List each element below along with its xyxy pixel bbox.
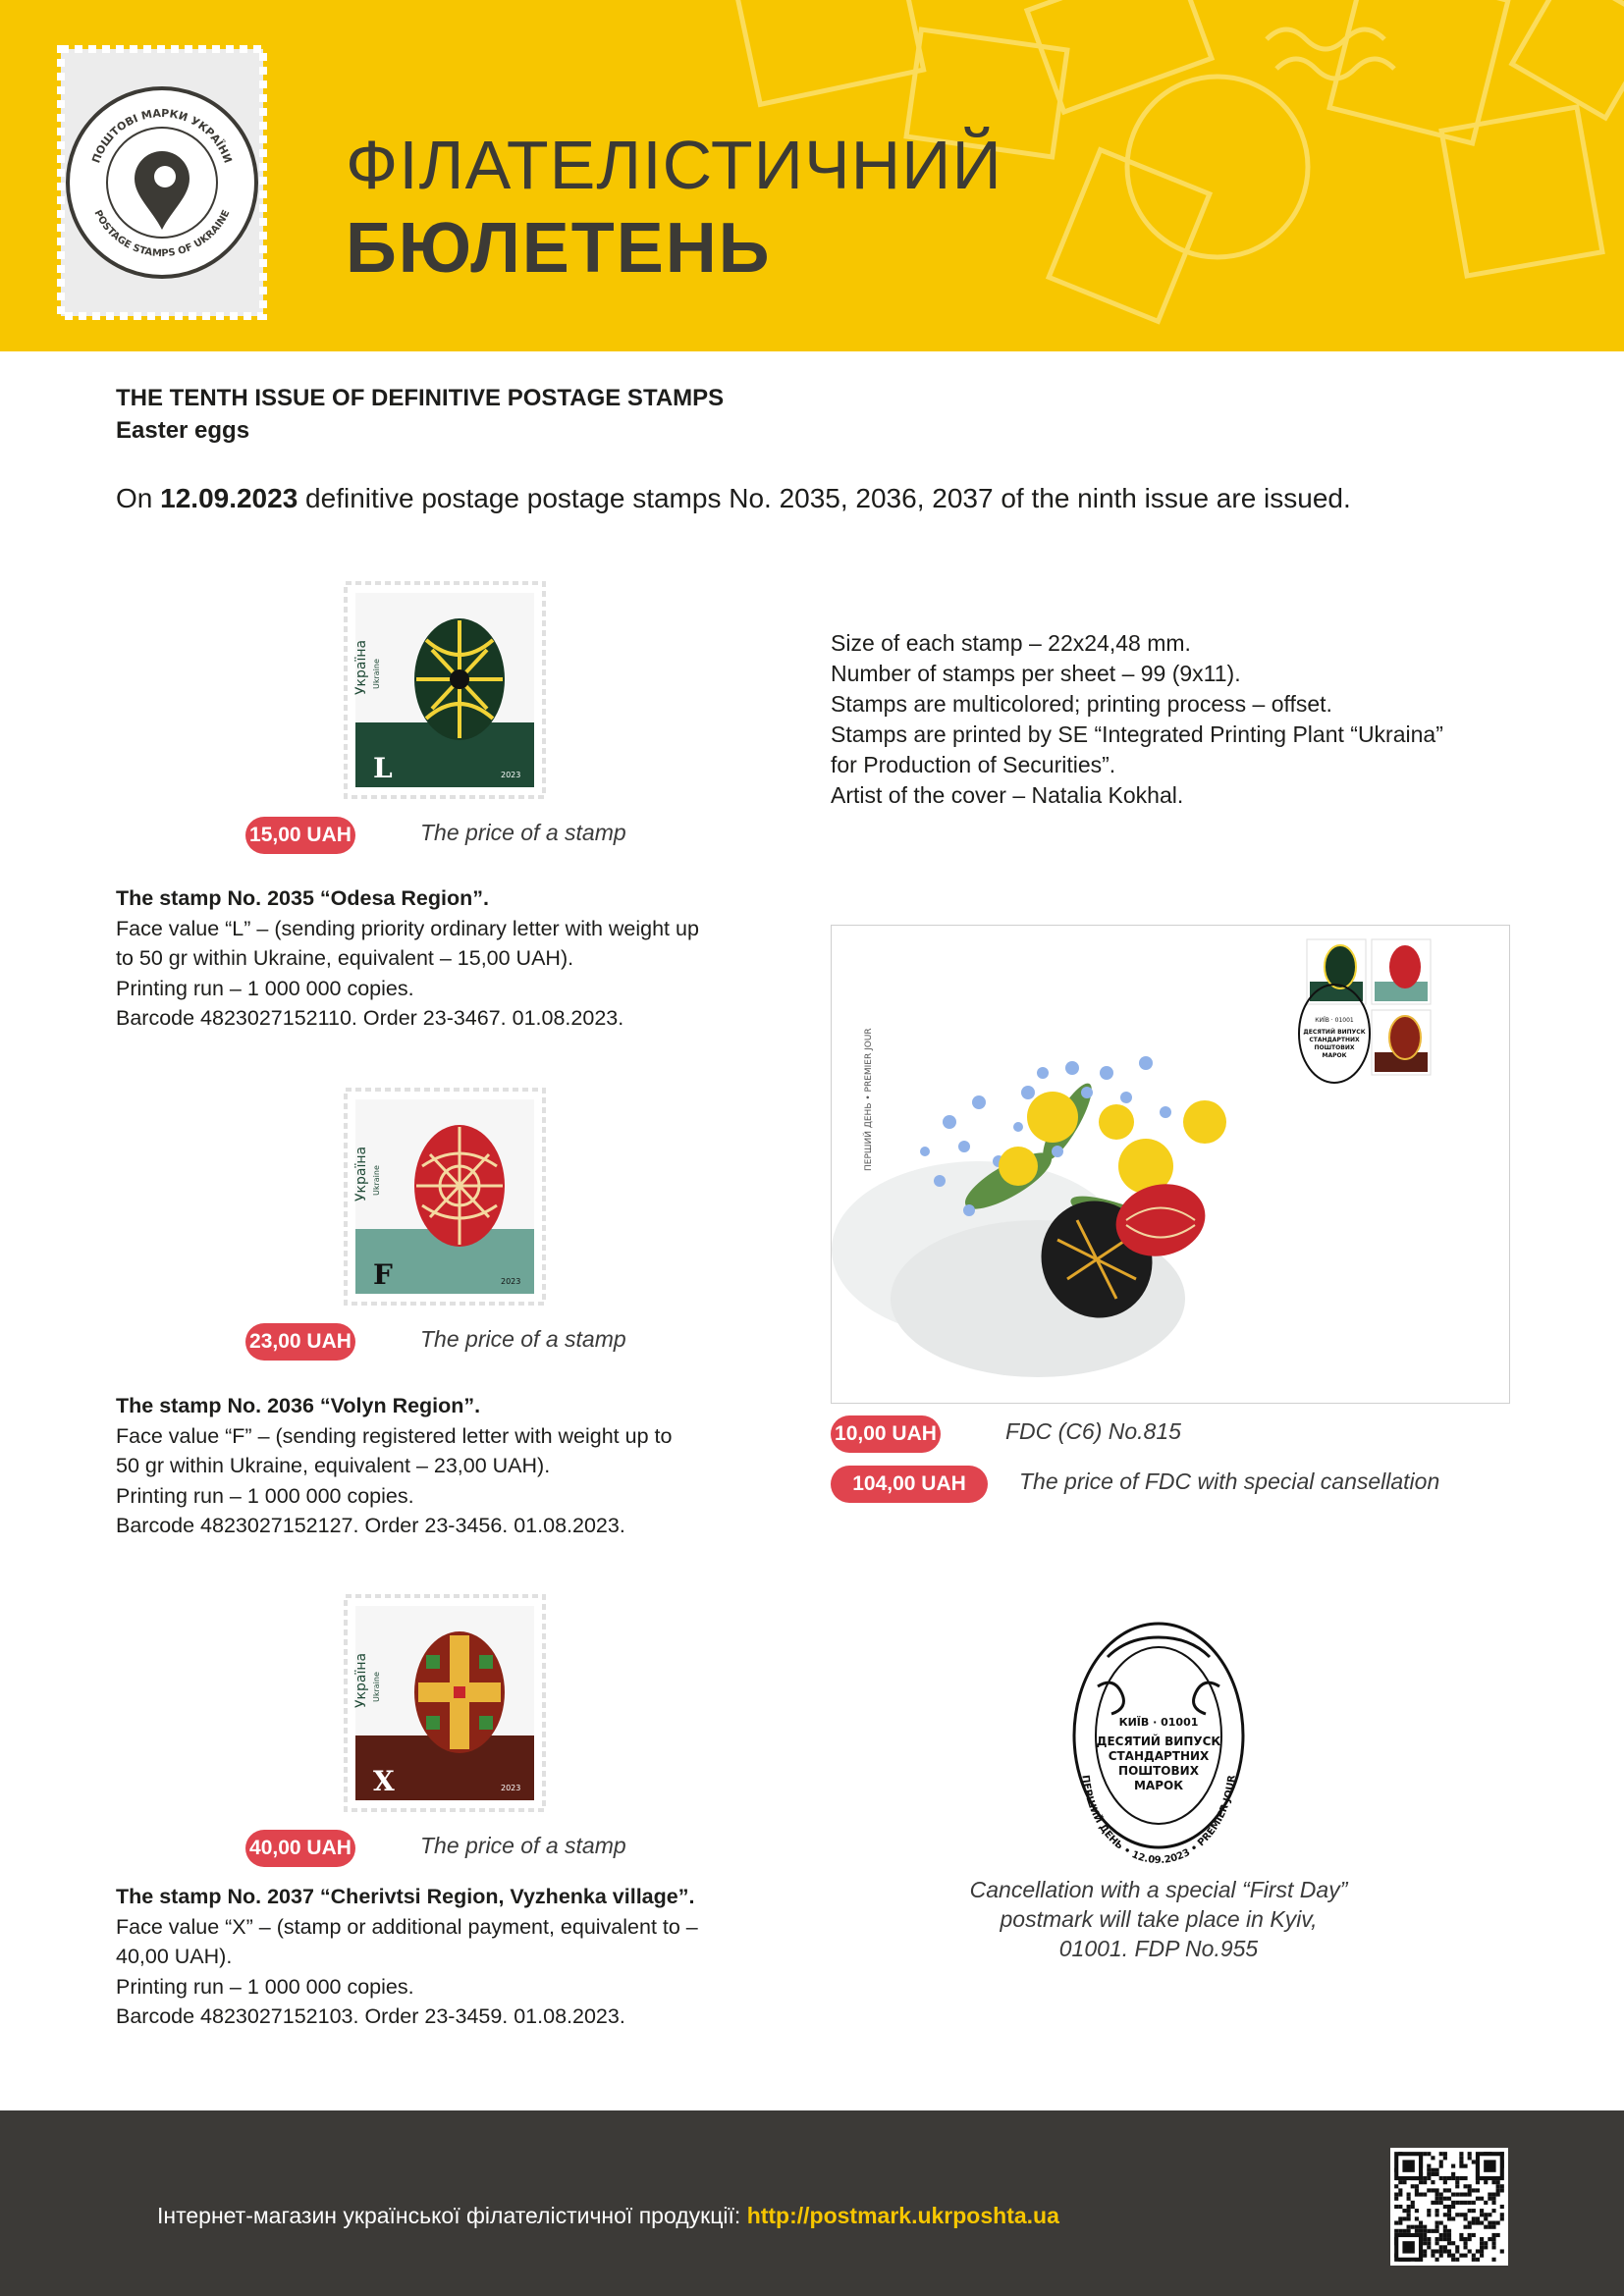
fdc-illustration [832, 926, 1509, 1403]
ukrposhta-logo-stamp [57, 45, 267, 320]
stamp-2037-title: The stamp No. 2037 “Cherivtsi Region, Vyzhenka village”. [116, 1885, 695, 1908]
svg-text:ДЕСЯТИЙ ВИПУСК: ДЕСЯТИЙ ВИПУСК [1096, 1735, 1221, 1748]
svg-text:Україна: Україна [353, 1652, 369, 1708]
caption-line: 01001. FDP No.955 [1058, 1936, 1259, 1961]
svg-text:2023: 2023 [501, 1784, 521, 1792]
svg-text:Ukraine: Ukraine [372, 659, 381, 689]
stamp-2035-image [344, 581, 546, 799]
svg-text:F: F [373, 1258, 393, 1291]
svg-text:Україна: Україна [353, 1146, 369, 1201]
svg-text:ПОШТОВІ МАРКИ УКРАЇНИ: ПОШТОВІ МАРКИ УКРАЇНИ [89, 106, 235, 165]
bulletin-title-line1: ФІЛАТЕЛІСТИЧНИЙ [346, 127, 1002, 203]
qr-code[interactable] [1390, 2148, 1508, 2266]
svg-text:2023: 2023 [501, 1277, 521, 1286]
footer-shop-text: Інтернет-магазин української філателістичної продукції: [157, 2203, 747, 2228]
shop-link[interactable]: http://postmark.ukrposhta.ua [746, 2203, 1059, 2228]
desc-line: Face value “F” – (sending registered letter with weight up to [116, 1423, 673, 1448]
svg-text:КИЇВ · 01001: КИЇВ · 01001 [1118, 1716, 1199, 1729]
issue-title: THE TENTH ISSUE OF DEFINITIVE POSTAGE STAMPS [116, 385, 725, 411]
svg-text:X: X [373, 1765, 395, 1797]
desc-line: Face value “L” – (sending priority ordinary letter with weight up [116, 916, 699, 940]
svg-text:СТАНДАРТНИХ: СТАНДАРТНИХ [1309, 1037, 1360, 1043]
first-day-cover-envelope [831, 925, 1510, 1404]
desc-line: to 50 gr within Ukraine, equivalent – 15,00 UAH). [116, 946, 574, 970]
svg-text:Ukraine: Ukraine [372, 1672, 381, 1702]
stamp-2037-price-note: The price of a stamp [420, 1833, 626, 1858]
issue-date: 12.09.2023 [160, 483, 298, 513]
svg-text:МАРОК: МАРОК [1133, 1779, 1184, 1792]
desc-line: Barcode 4823027152127. Order 23-3456. 01.08.2023. [116, 1514, 625, 1537]
caption-line: Cancellation with a special “First Day” [969, 1877, 1348, 1902]
spec-line: Number of stamps per sheet – 99 (9x11). [831, 661, 1241, 686]
svg-text:МАРОК: МАРОК [1322, 1052, 1347, 1059]
stamp-2037-image [344, 1594, 546, 1812]
spec-line: Artist of the cover – Natalia Kokhal. [831, 782, 1184, 808]
svg-text:2023: 2023 [501, 771, 521, 779]
stamp-2036-description [116, 1391, 803, 1541]
issue-date-line [116, 483, 1351, 514]
header-banner [0, 0, 1624, 351]
cancellation-caption [943, 1875, 1375, 1963]
desc-line: Printing run – 1 000 000 copies. [116, 1483, 414, 1508]
svg-text:L: L [373, 752, 393, 784]
issue-date-suffix: definitive postage postage stamps No. 2035, 2036, 2037 of the ninth issue are issued. [298, 483, 1351, 513]
desc-line: Barcode 4823027152103. Order 23-3459. 01.08.2023. [116, 2004, 625, 2028]
svg-text:Ukraine: Ukraine [372, 1165, 381, 1196]
stamp-2035-description [116, 883, 803, 1034]
svg-text:ДЕСЯТИЙ ВИПУСК: ДЕСЯТИЙ ВИПУСК [1303, 1029, 1366, 1036]
stamp-specifications [831, 628, 1443, 811]
fdc-special-price-note: The price of FDC with special cansellation [1019, 1468, 1440, 1494]
svg-text:ПЕРШИЙ ДЕНЬ • PREMIER JOUR: ПЕРШИЙ ДЕНЬ • PREMIER JOUR [864, 1028, 874, 1171]
stamp-2037-price: 40,00 UAH [245, 1830, 355, 1867]
footer-shop-line [157, 2203, 1059, 2229]
svg-text:ПОШТОВИХ: ПОШТОВИХ [1314, 1044, 1355, 1051]
svg-text:POSTAGE STAMPS OF UKRAINE: POSTAGE STAMPS OF UKRAINE [91, 208, 233, 260]
stamp-2036-price: 23,00 UAH [245, 1323, 355, 1361]
desc-line: 40,00 UAH). [116, 1945, 233, 1968]
issue-subtitle: Easter eggs [116, 417, 250, 444]
stamp-2035-title: The stamp No. 2035 “Odesa Region”. [116, 886, 489, 910]
stamp-2036-price-note: The price of a stamp [420, 1326, 626, 1352]
fdc-special-price: 104,00 UAH [831, 1466, 988, 1503]
svg-text:ПОШТОВИХ: ПОШТОВИХ [1118, 1764, 1199, 1778]
bulletin-title-line2: БЮЛЕТЕНЬ [346, 209, 772, 288]
desc-line: Printing run – 1 000 000 copies. [116, 1974, 414, 1999]
spec-line: for Production of Securities”. [831, 752, 1116, 777]
spec-line: Stamps are printed by SE “Integrated Printing Plant “Ukraina” [831, 721, 1443, 747]
fdc-price: 10,00 UAH [831, 1415, 941, 1453]
svg-text:СТАНДАРТНИХ: СТАНДАРТНИХ [1108, 1749, 1210, 1763]
stamp-2037-description [116, 1882, 803, 2032]
caption-line: postmark will take place in Kyiv, [1000, 1906, 1318, 1932]
issue-date-prefix: On [116, 483, 161, 513]
first-day-cancellation-postmark [1068, 1618, 1249, 1869]
desc-line: Face value “X” – (stamp or additional payment, equivalent to – [116, 1914, 698, 1939]
stamp-2036-title: The stamp No. 2036 “Volyn Region”. [116, 1394, 481, 1417]
spec-line: Size of each stamp – 22x24,48 mm. [831, 630, 1191, 656]
stamp-2035-price: 15,00 UAH [245, 817, 355, 854]
desc-line: 50 gr within Ukraine, equivalent – 23,00 UAH). [116, 1454, 551, 1477]
spec-line: Stamps are multicolored; printing process – offset. [831, 691, 1332, 717]
svg-text:Україна: Україна [353, 639, 369, 695]
desc-line: Barcode 4823027152110. Order 23-3467. 01.08.2023. [116, 1006, 624, 1030]
desc-line: Printing run – 1 000 000 copies. [116, 976, 414, 1000]
svg-text:ПЕРШИЙ ДЕНЬ • 12.09.2023 • PRE: ПЕРШИЙ ДЕНЬ • 12.09.2023 • PREMIER JOUR [1079, 1774, 1238, 1867]
svg-text:КИЇВ · 01001: КИЇВ · 01001 [1315, 1017, 1354, 1024]
stamp-2035-price-note: The price of a stamp [420, 820, 626, 845]
stamp-2036-image [344, 1088, 546, 1306]
footer [0, 2110, 1624, 2296]
fdc-price-note: FDC (C6) No.815 [1005, 1418, 1181, 1444]
